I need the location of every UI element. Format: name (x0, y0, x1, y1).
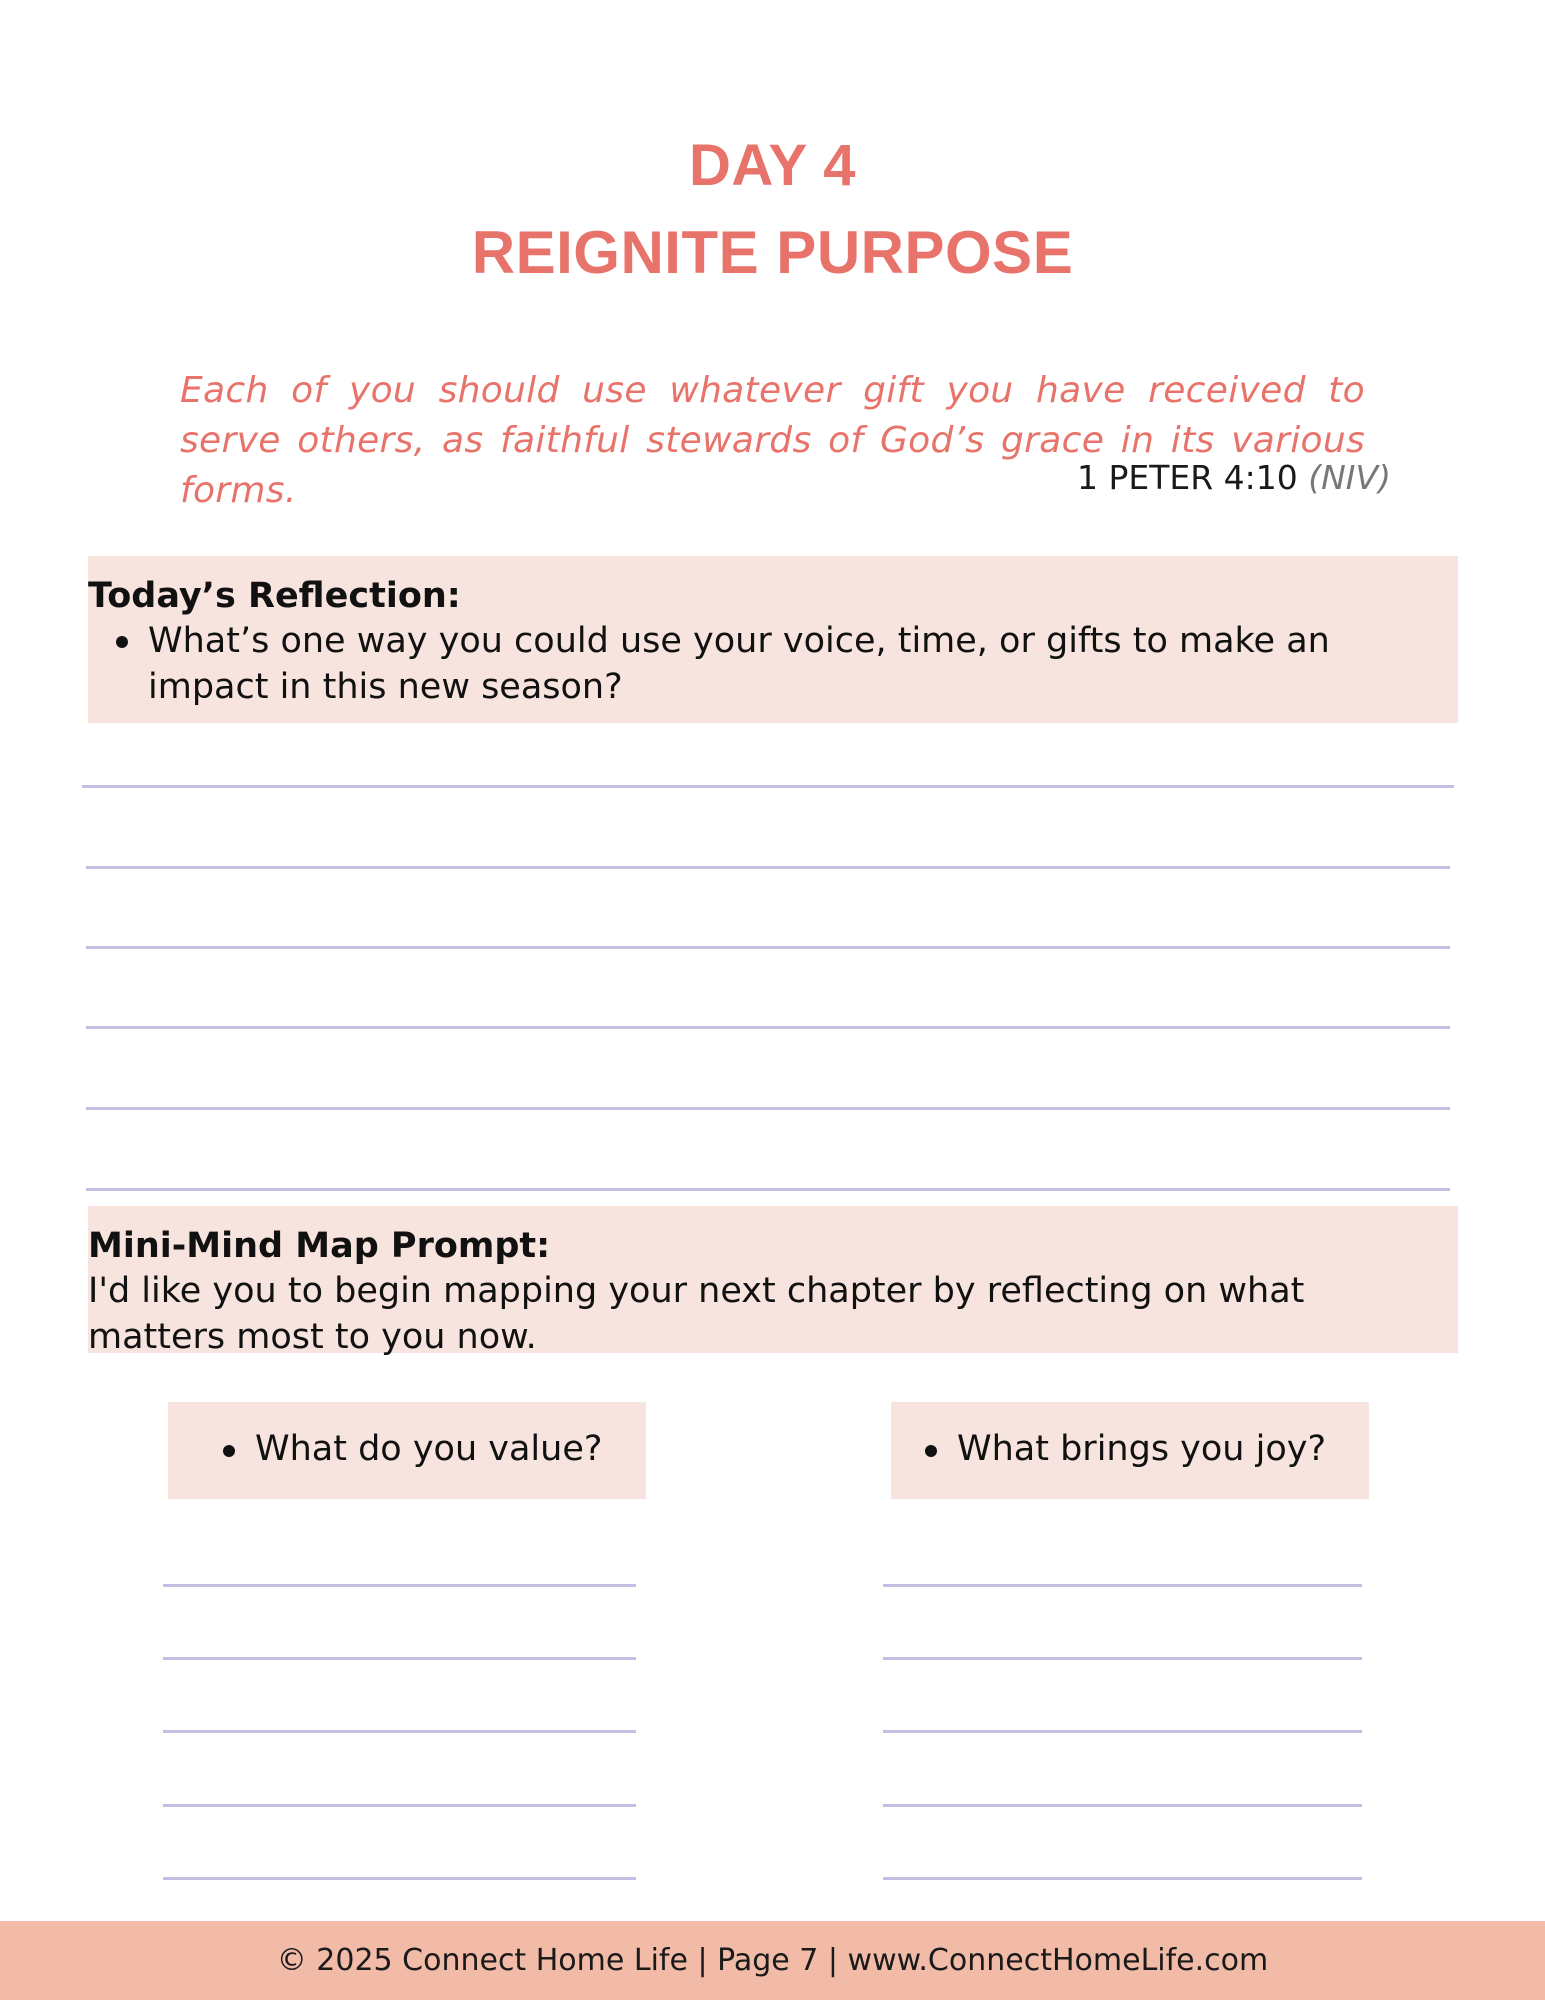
mind-map-heading: Mini-Mind Map Prompt: (88, 1226, 551, 1266)
joy-writing-line[interactable] (883, 1584, 1362, 1587)
joy-writing-line[interactable] (883, 1730, 1362, 1733)
page-footer: © 2025 Connect Home Life | Page 7 | www.ConnectHomeLife.com (0, 1921, 1545, 2000)
writing-line[interactable] (86, 1188, 1450, 1191)
value-prompt: What do you value? (255, 1429, 603, 1469)
writing-line[interactable] (86, 1107, 1450, 1110)
joy-prompt: What brings you joy? (957, 1429, 1327, 1469)
scripture-reference (1077, 458, 1391, 497)
writing-line[interactable] (82, 785, 1454, 788)
writing-line[interactable] (86, 866, 1450, 869)
value-writing-line[interactable] (163, 1877, 636, 1880)
writing-line[interactable] (86, 1026, 1450, 1029)
value-writing-line[interactable] (163, 1730, 636, 1733)
value-writing-line[interactable] (163, 1657, 636, 1660)
joy-prompt-box (891, 1402, 1369, 1499)
reflection-panel (88, 556, 1458, 723)
value-prompt-box (168, 1402, 646, 1499)
reference-text: 1 PETER 4:10 (1076, 458, 1298, 497)
joy-writing-line[interactable] (883, 1877, 1362, 1880)
scripture-verse: Each of you should use whatever gift you have received to serve others, as faithful stewards of God’s grace in its various forms. (180, 370, 1365, 511)
writing-line[interactable] (86, 946, 1450, 949)
reflection-question: What’s one way you could use your voice, time, or gifts to make an impact in this new season? (148, 618, 1418, 710)
value-writing-line[interactable] (163, 1804, 636, 1807)
reflection-heading: Today’s Reflection: (88, 576, 461, 616)
mind-map-text: I'd like you to begin mapping your next chapter by reflecting on what matters most to you now. (88, 1271, 1305, 1357)
bible-version: (NIV) (1308, 458, 1391, 497)
joy-writing-line[interactable] (883, 1804, 1362, 1807)
day-label: DAY 4 (689, 133, 856, 198)
value-writing-line[interactable] (163, 1584, 636, 1587)
mind-map-panel (88, 1206, 1458, 1357)
joy-writing-line[interactable] (883, 1657, 1362, 1660)
page-title: REIGNITE PURPOSE (471, 219, 1074, 286)
